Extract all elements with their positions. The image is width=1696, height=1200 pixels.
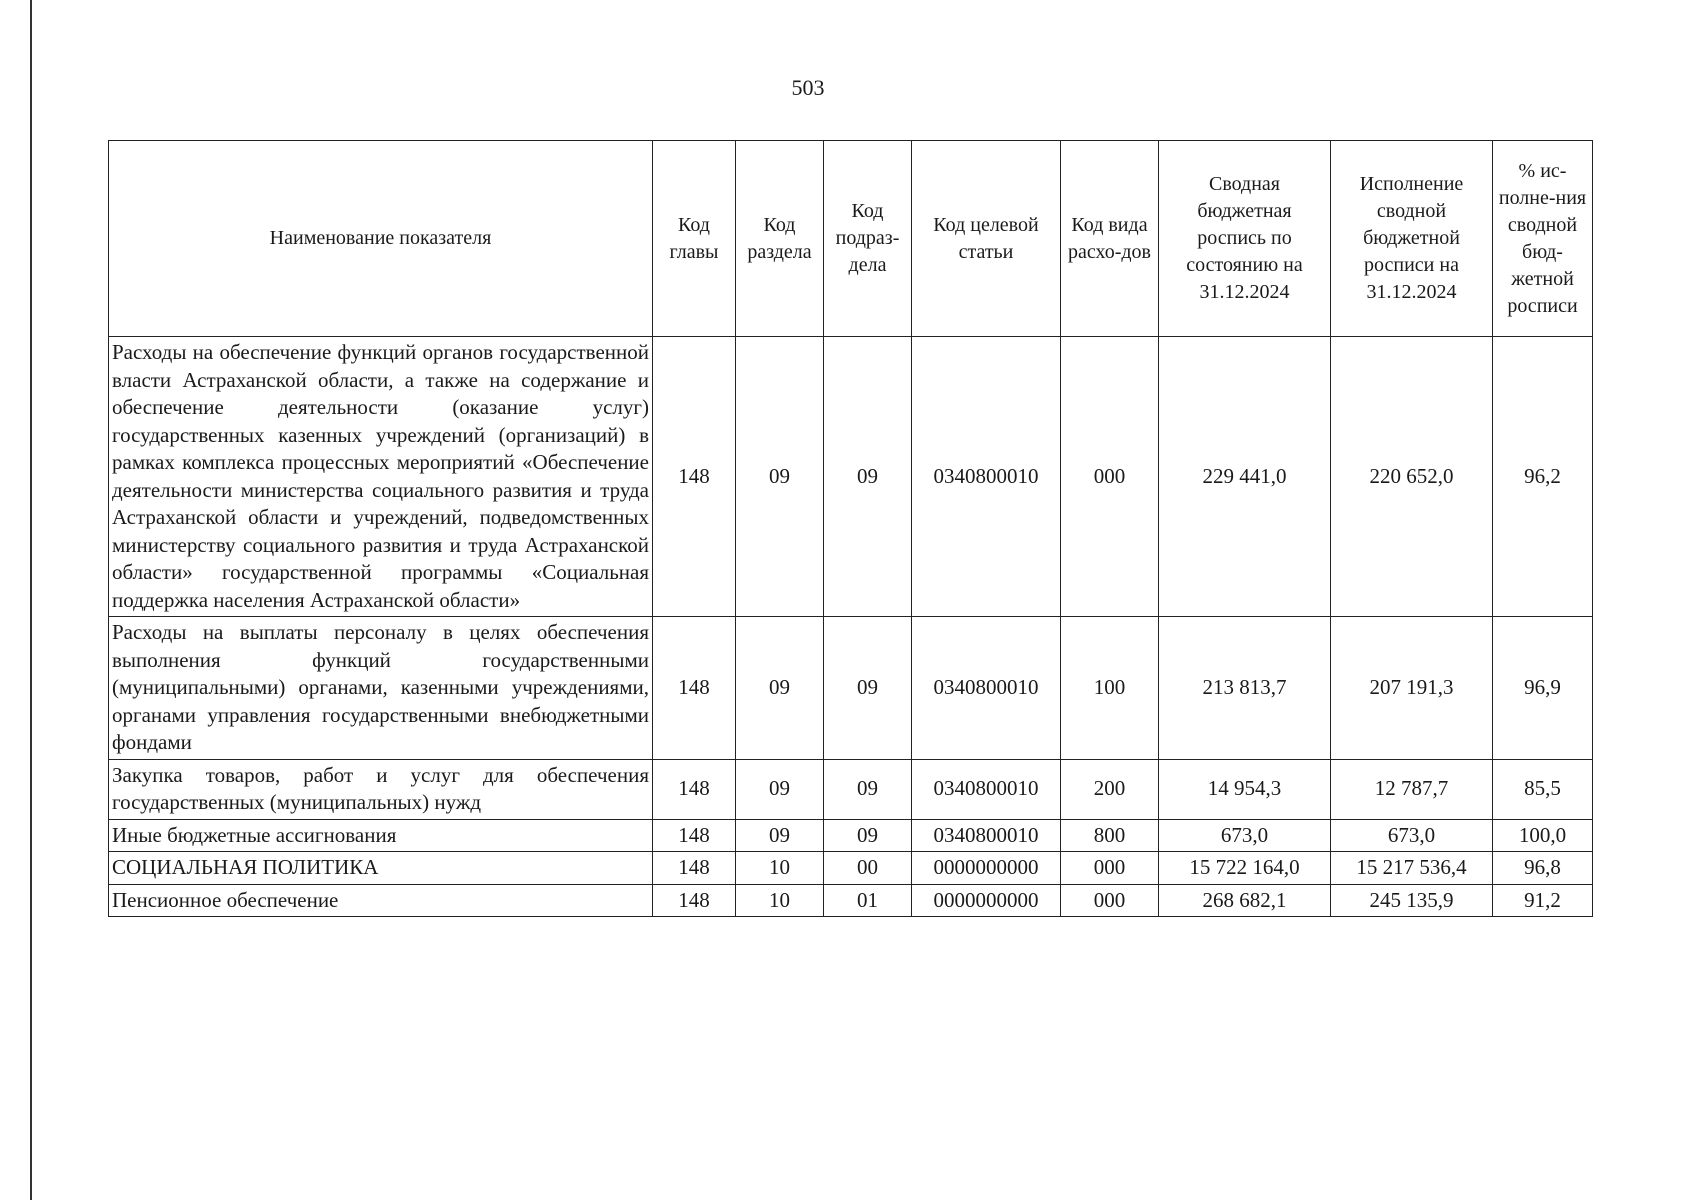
- page-number: 503: [791, 75, 825, 100]
- header-expense-type-code: Код вида расхо-дов: [1061, 141, 1159, 337]
- row-name: Расходы на выплаты персоналу в целях обеспечения выполнения функций государственными (муниципальными) органами, казенными учреждениями, органами управления государственными внебюджетными фондами: [109, 617, 653, 760]
- table-row: [109, 884, 1593, 917]
- table-row: [109, 819, 1593, 852]
- row-execution: 220 652,0: [1331, 337, 1493, 617]
- row-chapter: 148: [653, 617, 736, 760]
- row-name: Закупка товаров, работ и услуг для обеспечения государственных (муниципальных) нужд: [109, 759, 653, 819]
- row-expense-type: 200: [1061, 759, 1159, 819]
- row-expense-type: 000: [1061, 337, 1159, 617]
- row-percent: 96,8: [1493, 852, 1593, 885]
- row-expense-type: 000: [1061, 852, 1159, 885]
- header-section-code: Код раздела: [736, 141, 824, 337]
- row-target: 0340800010: [912, 337, 1061, 617]
- row-chapter: 148: [653, 852, 736, 885]
- row-chapter: 148: [653, 819, 736, 852]
- row-section: 10: [736, 852, 824, 885]
- binding-margin-line: [30, 0, 32, 1200]
- row-plan: 15 722 164,0: [1159, 852, 1331, 885]
- row-execution: 207 191,3: [1331, 617, 1493, 760]
- row-section: 09: [736, 617, 824, 760]
- row-section: 09: [736, 819, 824, 852]
- row-section: 09: [736, 759, 824, 819]
- row-name: Иные бюджетные ассигнования: [109, 819, 653, 852]
- header-execution-percent: % ис-полне-ния сводной бюд-жетной росписи: [1493, 141, 1593, 337]
- row-execution: 245 135,9: [1331, 884, 1493, 917]
- row-plan: 268 682,1: [1159, 884, 1331, 917]
- row-target: 0340800010: [912, 759, 1061, 819]
- header-budget-plan: Сводная бюджетная роспись по состоянию на 31.12.2024: [1159, 141, 1331, 337]
- row-target: 0000000000: [912, 852, 1061, 885]
- header-budget-execution: Исполнение сводной бюджетной росписи на 31.12.2024: [1331, 141, 1493, 337]
- header-subsection-code: Код подраз-дела: [824, 141, 912, 337]
- row-subsection: 09: [824, 759, 912, 819]
- row-section: 09: [736, 337, 824, 617]
- row-subsection: 09: [824, 617, 912, 760]
- header-chapter-code: Код главы: [653, 141, 736, 337]
- row-plan: 673,0: [1159, 819, 1331, 852]
- row-target: 0340800010: [912, 617, 1061, 760]
- row-plan: 213 813,7: [1159, 617, 1331, 760]
- table-header-row: [109, 141, 1593, 337]
- row-name: СОЦИАЛЬНАЯ ПОЛИТИКА: [109, 852, 653, 885]
- row-percent: 85,5: [1493, 759, 1593, 819]
- row-target: 0000000000: [912, 884, 1061, 917]
- header-name: Наименование показателя: [109, 141, 653, 337]
- budget-execution-table: [108, 140, 1593, 917]
- row-execution: 12 787,7: [1331, 759, 1493, 819]
- row-section: 10: [736, 884, 824, 917]
- row-percent: 96,9: [1493, 617, 1593, 760]
- row-percent: 96,2: [1493, 337, 1593, 617]
- row-subsection: 09: [824, 337, 912, 617]
- table-row: [109, 617, 1593, 760]
- row-percent: 91,2: [1493, 884, 1593, 917]
- table-row: [109, 759, 1593, 819]
- row-execution: 15 217 536,4: [1331, 852, 1493, 885]
- row-subsection: 00: [824, 852, 912, 885]
- row-target: 0340800010: [912, 819, 1061, 852]
- row-name: Расходы на обеспечение функций органов государственной власти Астраханской области, а также на содержание и обеспечение деятельности (оказание услуг) государственных казенных учреждений (организаций) в рамках комплекса процессных мероприятий «Обеспечение деятельности министерства социального развития и труда Астраханской области и учреждений, подведомственных министерству социального развития и труда Астраханской области» государственной программы «Социальная поддержка населения Астраханской области»: [109, 337, 653, 617]
- row-subsection: 09: [824, 819, 912, 852]
- row-name: Пенсионное обеспечение: [109, 884, 653, 917]
- table-row: [109, 337, 1593, 617]
- row-chapter: 148: [653, 759, 736, 819]
- table-row: [109, 852, 1593, 885]
- row-execution: 673,0: [1331, 819, 1493, 852]
- row-subsection: 01: [824, 884, 912, 917]
- row-percent: 100,0: [1493, 819, 1593, 852]
- row-expense-type: 800: [1061, 819, 1159, 852]
- row-expense-type: 100: [1061, 617, 1159, 760]
- row-plan: 229 441,0: [1159, 337, 1331, 617]
- row-chapter: 148: [653, 884, 736, 917]
- row-plan: 14 954,3: [1159, 759, 1331, 819]
- header-target-code: Код целевой статьи: [912, 141, 1061, 337]
- row-expense-type: 000: [1061, 884, 1159, 917]
- row-chapter: 148: [653, 337, 736, 617]
